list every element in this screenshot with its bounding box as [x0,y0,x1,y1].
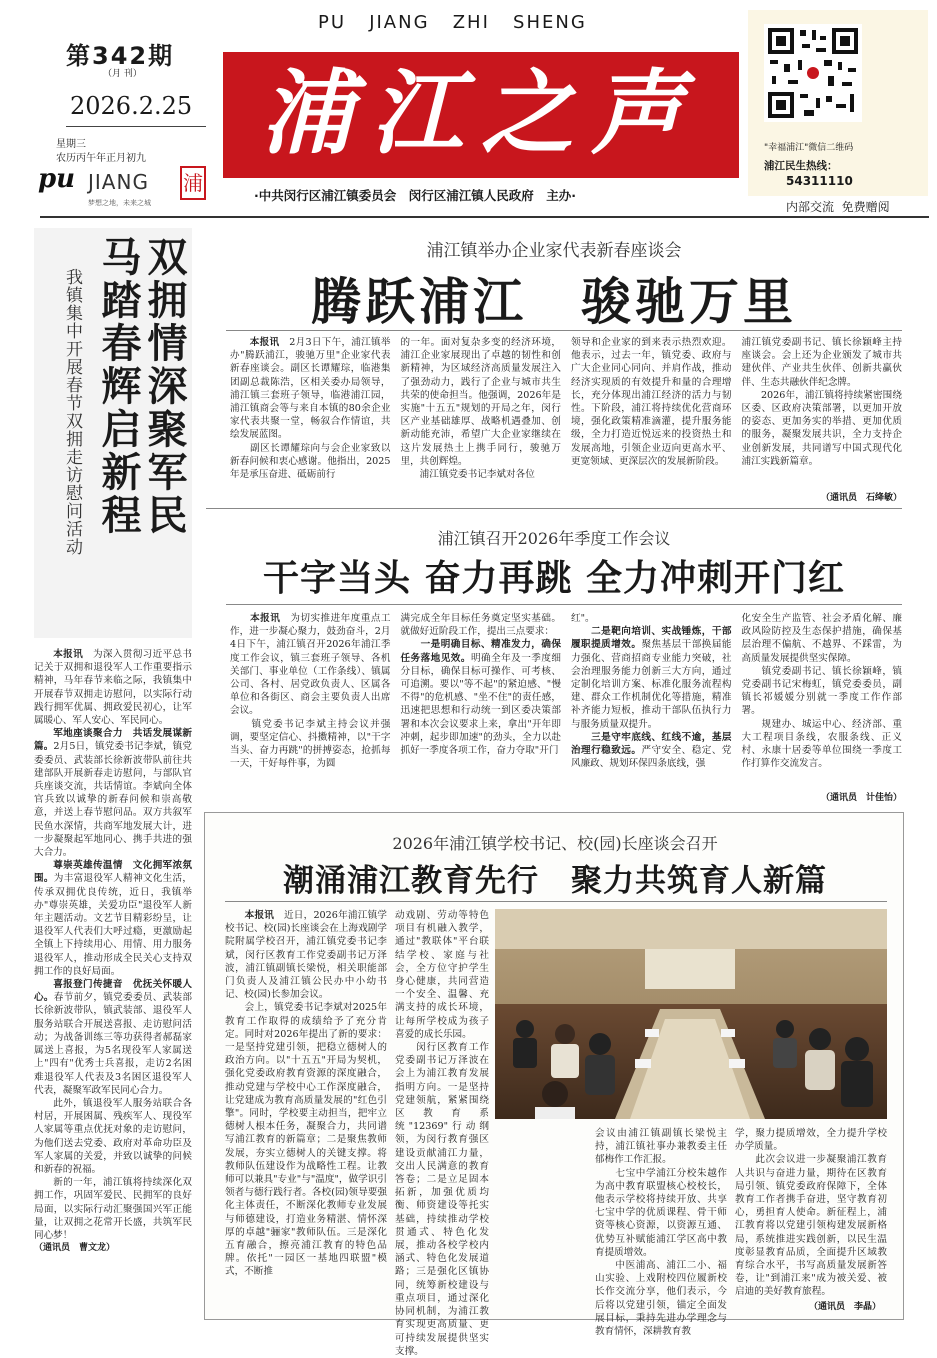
story3-col1 [225,909,387,1301]
story1-tag: 本报讯 [249,337,280,348]
story3-rule [225,901,887,902]
story3-col3: 会议由浦江镇副镇长梁悦主持，浦江镇社事办兼教委主任郁梅作工作汇报。 七宝中学浦江分校朱越作为高中教育联盟核心校校长，他表示学校将持续开放、共享七宝中学的优质课程、骨干师资等核心资源，以资源互通、优势互补赋能浦江学区高中教育提质增效。 中医浦高、浦江二小、福山实验、上戏附校四位履新校长作交流分享，他们表示，今后将以党建引领，锚定全面发展目标，秉持先进办学理念与教育情怀，深耕教育教 [595,1128,727,1338]
side-sec1 [34,727,192,859]
newspaper-title: 浦江之声 [260,59,701,167]
title-pinyin: PU JIANG ZHI SHENG [318,12,587,33]
side-sec3-head: 喜报登门传捷音 优抚关怀暖人心。 [34,979,192,1004]
side-title-line2: 马踏春辉启新程 [95,236,141,537]
story2-headline: 干字当头 奋力再跳 全力冲刺开门红 [262,558,846,599]
side-lead-tag: 本报讯 [53,649,84,660]
meeting-photo [495,909,887,1119]
story3-kicker: 2026年浦江镇学校书记、校(园)长座谈会召开 [392,834,718,853]
story2-byline: （通讯员 计佳怡） [820,793,902,803]
story2-kicker: 浦江镇召开2026年季度工作会议 [437,529,671,548]
logo-slogan: 梦想之地，未来之城 [88,199,151,207]
side-lead [34,648,192,727]
story1-columns [230,336,902,496]
story2-col3 [571,612,732,788]
masthead [0,0,937,218]
logo-seal: 浦 [180,166,206,200]
story1-rule [226,330,902,331]
issue-type: （月 刊） [103,69,142,79]
story1-kicker: 浦江镇举办企业家代表新春座谈会 [426,241,682,261]
story2-col2 [401,612,562,788]
issue-date: 2026.2.25 [70,92,193,120]
side-sec4: 此外，镇退役军人服务站联合各村居，开展困属、残疾军人、现役军人家属等重点优抚对象的走访慰问，为他们送去党委、政府对革命功臣及军人家属的关爱，并致以诚挚的问候和新春的祝福。 [34,1097,192,1175]
story2-col3-c: 严守安全、稳定、党风廉政、规划环保四条底线，强 [571,745,732,770]
side-sec2-text: 为丰富退役军人精神文化生活，传承双拥优良传统，近日，我镇举办"尊崇英雄，关爱功臣"退役军人新年主题活动。文艺节目精彩纷呈，让退役军人代表们大呼过瘾，更激励起全镇上下持续用心、用情、用力服务退役军人，推动形成全民关心支持双拥工作的良好局面。 [34,873,193,977]
story3-col1-text: 近日，2026年浦江镇学校书记、校(园)长座谈会在上海戏剧学院附属学校召开，浦江镇党委书记李斌，闵行区教育工作党委副书记万泽波，浦江镇副镇长梁悦，相关职能部门负责人及浦江镇公民办中小幼书记、校(园)长参加会议。 会上，镇党委书记李斌对2025年教育工作取得的成绩给予了充分肯定。同时对2026年提出了新的要求：一是坚持党建引领，把稳立德树人的政治方向。以"十五五"开局为契机，强化党委政府教育资源的深度融合，推动党建与学校中心工作深度融合，让党建成为教育高质量发展的"红色引擎"。同时，学校要主动担当，把牢立德树人根本任务，凝聚合力，共同谱写浦江教育的新篇章；二是聚焦教师发展，夯实立德树人的关键支撑。将教师队伍建设作为战略性工程。让教师可以兼具"专业"与"温度"，做学识引领者与德行践行者。各校(园)领导要强化主体责任，不断深化教师专业发展与师德建设，打造业务精湛、情怀深厚的卓越"骊家"教师队伍。三是深化五育融合，擦亮浦江教育的特色品牌。依托"一园区一基地四联盟"模式，不断推 [225,910,387,1278]
story2-col3-a: 红"。 [571,613,595,624]
story2-col1-text: 为切实推进年度重点工作，进一步凝心聚力，鼓劲奋斗，2月4日下午，浦江镇召开2026年浦江季度工作会议，镇三套班子领导、各机关部门、事业单位（工作条线）、镇属公司、各村、居党政负责人、区属各单位和各街区、商会主要负责人出席会议。 镇党委书记李斌主持会议并强调，要坚定信心、抖擞精神，以"干字当头、奋力再跳"的拼搏姿态，抢抓每一天，干好每件事，为圆 [230,613,391,770]
story3-col4: 学，聚力提质增效，全力提升学校办学质量。 此次会议进一步凝聚浦江教育人共识与奋进力量，期待在区教育局引领、镇党委政府保障下，全体教育工作者携手奋进，坚守教育初心，勇担育人使命。新征程上，浦江教育将以党建引领构建发展新格局，系统推进实践创新，以民生温度彰显教育品质，全面提升区域教育综合水平，书写高质量发展新答卷，让"到浦江来"成为被关爱、被启迪的美好教育旅程。 [735,1128,887,1298]
story-2 [206,520,902,810]
title-banner [223,52,739,178]
hotline-label: 浦江民生热线： [764,160,838,172]
story3-headline: 潮涌浦江教育先行 聚力共筑育人新篇 [283,863,827,899]
story2-tag: 本报讯 [250,613,281,624]
side-sec2-head: 尊崇英雄传温情 文化拥军浓氛围。 [34,860,192,885]
story2-col3-head2: 三是守牢底线、红线不逾，基层治理行稳致远。 [571,731,732,757]
story2-col3-b: 聚焦基层干部换届能力强化、营商招商专业能力突破，社会治理服务能力创新三大方向，通过定制化培训方案、标准化服务流程构建、群众工作机制优化等措施，精准补齐能力短板，推动干部队伍执行力与服务质量双提升。 [571,639,732,730]
issue-number: 第342期 [66,42,175,70]
masthead-rule [40,216,929,218]
story3-col2: 动戏剧、劳动等特色项目有机融入教学，通过"教联体"平台联结学校、家庭与社会，全方位守护学生身心健康，共同营造一个安全、温馨、充满支持的成长环境，让每所学校成为孩子喜爱的成长乐园。 闵行区教育工作党委副书记万泽波在会上为浦江教育发展指明方向。一是坚持党建领航，紧紧围绕区教育系统"12369"行动纲领，为闵行教育强区建设贡献浦江力量，交出人民满意的教育答卷；二是立足固本拓新，加强优质均衡、师资建设等托实基础，持续推动学校贯通式、特色化发展，推动各校学校内涵式、特色化发展道路；三是强化区镇协同，统筹新校建设与重点项目，通过深化协同机制，为浦江教育实现更高质量、更可持续发展提供坚实支撑。 [395,910,489,1357]
hotline-number: 54311110 [786,174,853,188]
story2-col1 [230,612,391,788]
story1-col2: 的一年。面对复杂多变的经济环境，浦江企业家展现出了卓越的韧性和创新精神，为区域经济高质量发展注入了强劲动力，践行了企业与城市共生共荣的使命担当。他强调，2026年是实施"十五五"规划的开局之年，闵行区产业基础雄厚、战略机遇叠加、创新动能充沛，希望广大企业家继续在这片发展热土上携手同行，骏驰万里，共创辉煌。 浦江镇党委书记李斌对各位 [400,337,561,481]
story3-byline: （通讯员 李晶） [808,1302,881,1312]
side-subtitle: 我镇集中开展春节双拥走访慰问活动 [62,268,82,556]
story2-col2-a: 满完成全年目标任务奠定坚实基础。就做好近阶段工作，提出三点要求： [400,613,561,638]
story1-col4: 浦江镇党委副书记、镇长徐颖峰主持座谈会。会上还为企业颁发了城市共建伙伴、产业共生伙伴、创新共赢伙伴、生态共融伙伴纪念牌。 2026年，浦江镇将持续紧密围绕区委、区政府决策部署，以更加开放的姿态、更加务实的举措、更加优质的服务，凝聚发展共识，全力支持企业创新发展，共同谱写中国式现代化浦江实践新篇章。 [741,337,902,467]
story2-col3-head1: 二是靶向培训、实战锤炼，干部履职提质增效。 [571,626,732,651]
story2-col2-b: 明确全年及一季度细分目标，确保目标可操作、可考核、可追溯。要以"等不起"的紧迫感、"慢不得"的危机感、"坐不住"的责任感，迅速把思想和行动统一到区委决策部署和本次会议要求上来，拿出"开年即冲刺，起步即加速"的劲头，全力以赴抓好一季度各项工作，奋力夺取"开门 [400,652,562,757]
side-byline: （通讯员 曹文龙） [34,1243,116,1254]
free-note: 内部交流 免费赠阅 [786,200,890,214]
story-3 [204,812,904,1357]
side-title-line1: 双拥情深聚军民 [141,236,187,537]
side-sec1-head: 军地座谈聚合力 共话发展谋新篇。 [34,728,192,753]
story1-byline: （通讯员 石绛敏） [820,493,902,503]
side-sec2 [34,859,192,978]
date-rule [66,126,206,127]
side-sec3 [34,978,192,1097]
story-1 [206,228,902,512]
weekday: 星期三 [56,139,86,150]
logo-jiang: JIANG [88,170,149,194]
story1-headline: 腾跃浦江 骏驰万里 [311,273,797,331]
qr-caption: "幸福浦江"微信二维码 [764,143,854,153]
side-title-box [34,228,192,638]
story2-col2-head: 一是明确目标、精准发力，确保任务落地见效。 [400,639,562,664]
sponsors-line: ·中共闵行区浦江镇委员会 闵行区浦江镇人民政府 主办· [254,188,576,203]
story1-col3: 领导和企业家的到来表示热烈欢迎。他表示，过去一年，镇党委、政府与广大企业同心同向、并肩作战，推动经济实现质的有效提升和量的合理增长，充分体现出浦江经济的活力与韧性。下阶段，浦江将持续优化营商环境，强化政策精准滴灌，提升服务能级，全力打造近悦远来的投资热土和发展高地，引领企业迈向更高水平、更宽领域、更深层次的发展新阶段。 [571,337,732,467]
side-sec5: 新的一年，浦江镇将持续深化双拥工作，巩固军爱民、民拥军的良好局面，以实际行动汇聚强国兴军正能量，让双拥之花常开长盛，共筑军民同心梦！ [34,1177,192,1241]
pujiang-logo [36,164,216,210]
logo-pu: pu [38,164,76,194]
side-sec1-text: 2月5日，镇党委书记李斌，镇党委委员、武装部长徐新波带队前往共建部队开展新春走访慰问，与部队官兵座谈交流，共话情谊。李斌向全体官兵致以诚挚的新春问候和崇高敬意，并送上春节慰问品。双方共叙军民鱼水深情，共商军地发展大计，进一步凝聚起军地同心、携手共进的强大合力。 [34,741,192,859]
story2-col4: 化安全生产监管、社会矛盾化解、廉政风险防控及生态保护措施，确保基层治理不偏航、不越界、不踩雷，为高质量发展提供坚实保障。 镇党委副书记、镇长徐颖峰，镇党委副书记宋梅虹，镇党委委员，副镇长祁媛媛分别就一季度工作作部署。 规建办、城运中心、经济部、重大工程项目条线，农服条线、正义村、永康十居委等单位围绕一季度工作打算作交流发言。 [741,613,902,770]
side-sec3-text: 春节前夕，镇党委委员、武装部长徐新波带队，镇武装部、退役军人服务站联合开展送喜报、走访慰问活动；为战备训练三等功获得者郝磊家属送上喜报，为5名现役军人家属送上"四有"优秀士兵喜报，走访2名困难退役军人代表及3名困区退役军人代表，凝聚军政军民同心合力。 [34,992,193,1096]
lunar-date: 农历丙午年正月初九 [56,153,146,164]
side-story [34,228,192,1324]
story3-tag: 本报讯 [244,910,275,921]
qr-code-image [764,24,862,122]
story2-rule [226,604,902,605]
side-lead-text: 为深入贯彻习近平总书记关于双拥和退役军人工作重要指示精神，马年春节来临之际，我镇集中开展春节双拥走访慰问，以实际行动践行拥军优属、拥政爱民初心，让军属暖心、军人安心、军民同心。 [34,649,193,727]
side-body [34,648,192,1255]
story1-col1-text: 2月3日下午，浦江镇举办"腾跃浦江，骏驰万里"企业家代表新春座谈会。副区长谭耀琮，临港集团副总裁陈浩，区相关委办局领导，浦江镇三套班子领导，临港浦江园，浦江镇商会等与来自本镇的80余企业家代表共聚一堂，畅叙合作情谊，共绘发展蓝图。 副区长谭耀琮向与会企业家致以新春问候和衷心感谢。他指出，2025年是承压奋进、砥砺前行 [230,337,391,481]
story1-col1 [230,336,391,496]
story2-columns [230,612,902,788]
story1-bottom-rule [206,508,902,509]
